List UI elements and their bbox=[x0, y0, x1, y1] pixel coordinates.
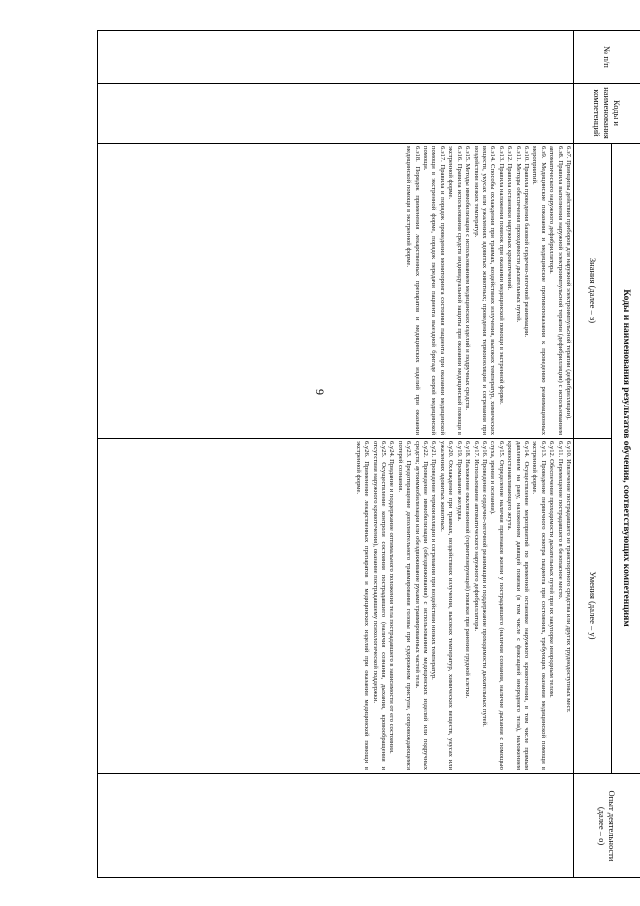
skill-item: 6.у22. Проведение иммобилизации (обездвиживания) с использованием медицинских изделий или подручных средств; аутоиммобилизация или обездвиживание руками травмированных частей тела. bbox=[413, 441, 430, 770]
skill-item: 6.у25. Осуществление контроля состояния пострадавшего (наличия сознания, дыхания, кровообращения и отсутствия наружного кровотечения), оказание пострадавшему психологической поддержки. bbox=[371, 441, 388, 770]
skill-item: 6.у15. Определение наличия признаков жизни у пострадавшего (наличия сознания, наличие дыхания с помощью слуха, зрения и осязания). bbox=[489, 441, 505, 770]
knowledge-cell bbox=[98, 143, 574, 438]
header-num: № п/п bbox=[602, 46, 612, 68]
knowledge-item: 6.з7. Принципы действия приборов для наружной электроимпульсной терапии (дефибрилляции). bbox=[565, 146, 572, 420]
skill-item: 6.у20. Охлаждение при травмах, воздействиях излучения, высоких температур, химических веществ, укусах или ужалениях ядовитых животных. bbox=[438, 441, 455, 770]
skill-item: 6.у17. Использование автоматического наружного дефибриллятора. bbox=[472, 441, 480, 632]
knowledge-item: 6.з16. Правила использования средств индивидуальной защиты при оказании медицинской помощи в экстренной форме. bbox=[447, 146, 463, 435]
competency-table bbox=[97, 30, 640, 878]
page-number: 9 bbox=[313, 389, 327, 395]
header-skills: Умения (далее – у) bbox=[588, 571, 598, 640]
skill-item: 6.у11. Перемещение пострадавшего в безопасное место. bbox=[556, 441, 564, 600]
knowledge-item: 6.з12. Правила остановки наружных кровотечений. bbox=[506, 146, 514, 291]
header-results: Коды и наименования результатов обучения, соответствующих компетенциям bbox=[621, 289, 631, 627]
skill-item: 6.у26. Применение лекарственных препаратов и медицинских изделий при оказании медицинской помощи в экстренной форме. bbox=[354, 441, 371, 770]
skill-item: 6.у21. Проведение термоизоляции и согревания при воздействии низких температур. bbox=[430, 441, 438, 680]
skill-item: 6.у10. Извлечение пострадавшего из транспортного средства или других труднодоступных мест. bbox=[565, 441, 572, 713]
knowledge-item: 6.з15. Методы иммобилизации с использованием медицинских изделий и подручных средств. bbox=[464, 146, 472, 411]
knowledge-item: 6.з18. Порядок применения лекарственных препаратов и медицинских изделий при оказании медицинской помощи в экстренной форме. bbox=[405, 146, 421, 435]
knowledge-item: 6.з13. Правила наложения повязок при оказании медицинской помощи в экстренной форме. bbox=[497, 146, 505, 405]
skill-item: 6.у13. Проведение первичного осмотра пациента при состояниях, требующих оказания медицинской помощи в экстренной форме. bbox=[531, 441, 547, 770]
row-number-cell bbox=[98, 31, 574, 83]
skill-item: 6.у18. Наложение окклюзионной (герметизирующей) повязки при ранении грудной клетки. bbox=[464, 441, 472, 699]
header-experience: Опыт деятельности (далее – о) bbox=[597, 790, 617, 862]
skill-item: 6.у19. Промывание желудка. bbox=[455, 441, 463, 522]
skill-item: 6.у23. Предотвращение дополнительного травмирования головы при судорожном приступе, сопровождающемся потерей сознания. bbox=[396, 441, 413, 770]
skill-item: 6.у16. Проведение сердечно-легочной реанимации и поддержание проходимости дыхательных путей. bbox=[480, 441, 488, 727]
header-codes: Коды и наименования компетенций bbox=[592, 87, 622, 139]
rotated-page-frame bbox=[97, 30, 640, 878]
experience-cell bbox=[98, 773, 574, 878]
skills-cell bbox=[98, 438, 574, 773]
knowledge-item: 6.з9. Медицинские показания и медицинские противопоказания к проведению реанимационных мероприятий. bbox=[531, 146, 547, 435]
knowledge-item: 6.з8. Правила выполнения наружной электроимпульсной терапии (дефибрилляции) с использованием автоматического наружного дефибриллятора. bbox=[548, 146, 564, 435]
skill-item: 6.у12. Обеспечение проходимости дыхательных путей при их закупорке инородным телом. bbox=[548, 441, 556, 698]
knowledge-item: 6.з10. Правила проведения базовой сердечно-легочной реанимации. bbox=[522, 146, 530, 338]
header-knowledge: Знания (далее – з) bbox=[588, 257, 598, 324]
skill-item: 6.у14. Осуществление мероприятий по временной остановке наружного кровотечения, в том числе прямым давлением на рану, наложением давящей повязки (в том числе с фиксацией инородного тела), наложением кровоостанавливающего жгута. bbox=[506, 441, 530, 770]
knowledge-item: 6.з11. Методы обеспечения проходимости дыхательных путей. bbox=[514, 146, 522, 323]
knowledge-item: 6.з17. Правила и порядок проведения мониторинга состояния пациента при оказании медицинской помощи в экстренной форме, порядок передачи пациента выездной бригаде скорой медицинской помощи. bbox=[422, 146, 446, 435]
skill-item: 6.у24. Придание и поддержание оптимального положения тела пострадавшего в зависимости от его состояния. bbox=[388, 441, 396, 754]
competency-code-cell bbox=[98, 83, 574, 143]
knowledge-item: 6.з14. Способы охлаждения при травмах, воздействиях излучения, высоких температур, химических веществ, укусах или ужалениях ядовитых животных; проведения термоизоляции и согревания при воздействии низких температур. bbox=[472, 146, 497, 435]
